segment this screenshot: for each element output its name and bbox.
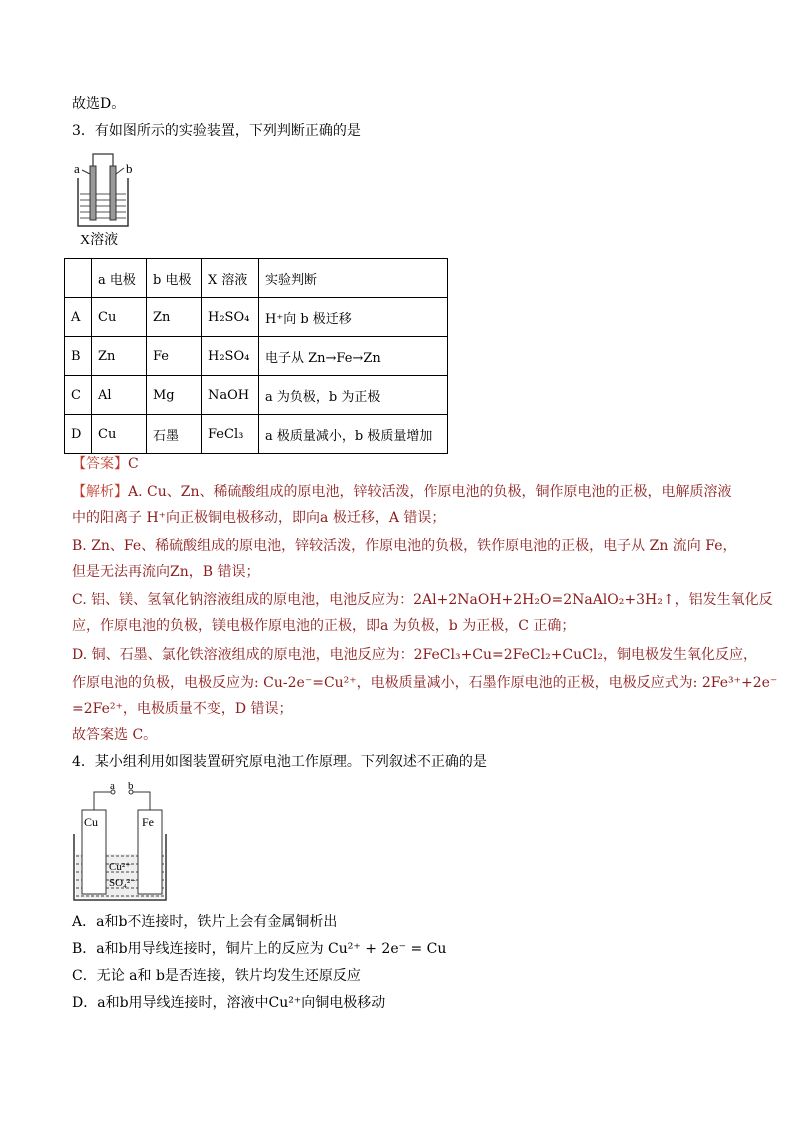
- table-row: [65, 298, 448, 337]
- table-cell: H₂SO₄: [202, 298, 259, 337]
- fig1-caption: X溶液: [80, 233, 119, 248]
- table-header-row: [65, 259, 448, 298]
- table-cell: Zn: [92, 337, 147, 376]
- table-cell: Mg: [147, 376, 202, 415]
- table-cell: B: [65, 337, 92, 376]
- answer-label: 【答案】: [72, 456, 128, 472]
- option-c: C．无论 a和 b是否连接，铁片均发生还原反应: [72, 968, 361, 984]
- option-d: D．a和b用导线连接时，溶液中Cu²⁺向铜电极移动: [72, 995, 386, 1011]
- conclusion-line: 故答案选 C。: [72, 727, 158, 743]
- table-cell: D: [65, 415, 92, 454]
- galvanic-cell-figure: [72, 778, 172, 904]
- table-header-cell: [65, 259, 92, 298]
- table-cell: H₂SO₄: [202, 337, 259, 376]
- fig1-label-a: a: [74, 161, 80, 176]
- analysis-line-b1: B. Zn、Fe、稀硫酸组成的原电池，锌较活泼，作原电池的负极，铁作原电池的正极，电子从 Zn 流向 Fe，: [72, 538, 737, 554]
- analysis-line-a1: [72, 482, 731, 502]
- fig2-label-b: b: [128, 780, 134, 792]
- table-cell: Cu: [92, 415, 147, 454]
- table-cell: A: [65, 298, 92, 337]
- table-cell: a 极质量减小，b 极质量增加: [259, 415, 448, 454]
- table-cell: Cu: [92, 298, 147, 337]
- table-cell: FeCl₃: [202, 415, 259, 454]
- table-row: [65, 415, 448, 454]
- table-cell: a 为负极，b 为正极: [259, 376, 448, 415]
- fig1-label-b: b: [126, 161, 133, 176]
- answer-value: C: [128, 456, 139, 472]
- table-header-cell: a 电极: [92, 259, 147, 298]
- table-header-cell: b 电极: [147, 259, 202, 298]
- analysis-line-d1: D. 铜、石墨、氯化铁溶液组成的原电池，电池反应为：2FeCl₃+Cu=2FeCl₂+CuCl₂，铜电极发生氧化反应，: [72, 647, 757, 663]
- analysis-line-c1: C. 铝、镁、氢氧化钠溶液组成的原电池，电池反应为：2Al+2NaOH+2H₂O=2NaAlO₂+3H₂↑，铝发生氧化反: [72, 592, 773, 608]
- table-header-cell: X 溶液: [202, 259, 259, 298]
- analysis-line-d2: 作原电池的负极，电极反应为: Cu-2e⁻=Cu²⁺，电极质量减小，石墨作原电池的正极，电极反应式为: 2Fe³⁺+2e⁻: [72, 675, 778, 691]
- analysis-label: 【解析】: [72, 484, 128, 500]
- table-header-cell: 实验判断: [259, 259, 448, 298]
- fig2-label-a: a: [110, 780, 115, 792]
- question-4-title: 4．某小组利用如图装置研究原电池工作原理。下列叙述不正确的是: [72, 754, 487, 770]
- question-3-title: 3．有如图所示的实验装置，下列判断正确的是: [72, 123, 361, 139]
- analysis-line-a2: 中的阳离子 H⁺向正极铜电极移动，即向a 极迁移，A 错误；: [72, 510, 446, 526]
- table-cell: Fe: [147, 337, 202, 376]
- fig2-ion-so4: SO₄²⁻: [109, 877, 137, 889]
- table-cell: Zn: [147, 298, 202, 337]
- table-cell: H⁺向 b 极迁移: [259, 298, 448, 337]
- fig2-left-electrode: Cu: [84, 815, 99, 829]
- table-cell: 石墨: [147, 415, 202, 454]
- answer-line: [72, 454, 139, 474]
- table-cell: Al: [92, 376, 147, 415]
- analysis-text: A. Cu、Zn、稀硫酸组成的原电池，锌较活泼，作原电池的负极，铜作原电池的正极，电解质溶液: [128, 484, 732, 500]
- table-cell: NaOH: [202, 376, 259, 415]
- option-a: A．a和b不连接时，铁片上会有金属铜析出: [72, 914, 338, 930]
- table-cell: 电子从 Zn→Fe→Zn: [259, 337, 448, 376]
- text-line: 故选D。: [72, 96, 126, 112]
- beaker-figure-1: [72, 152, 152, 248]
- table-cell: C: [65, 376, 92, 415]
- fig2-right-electrode: Fe: [142, 815, 154, 829]
- options-table: [64, 258, 448, 454]
- table-row: [65, 337, 448, 376]
- analysis-line-b2: 但是无法再流向Zn，B 错误；: [72, 564, 260, 580]
- analysis-line-d3: =2Fe²⁺，电极质量不变，D 错误；: [72, 701, 293, 717]
- table-row: [65, 376, 448, 415]
- fig2-ion-cu: Cu²⁺: [109, 861, 131, 873]
- analysis-line-c2: 应，作原电池的负极，镁电极作原电池的正极，即a 为负极，b 为正极，C 正确；: [72, 618, 576, 634]
- option-b: B．a和b用导线连接时，铜片上的反应为 Cu²⁺ + 2e⁻ = Cu: [72, 941, 447, 957]
